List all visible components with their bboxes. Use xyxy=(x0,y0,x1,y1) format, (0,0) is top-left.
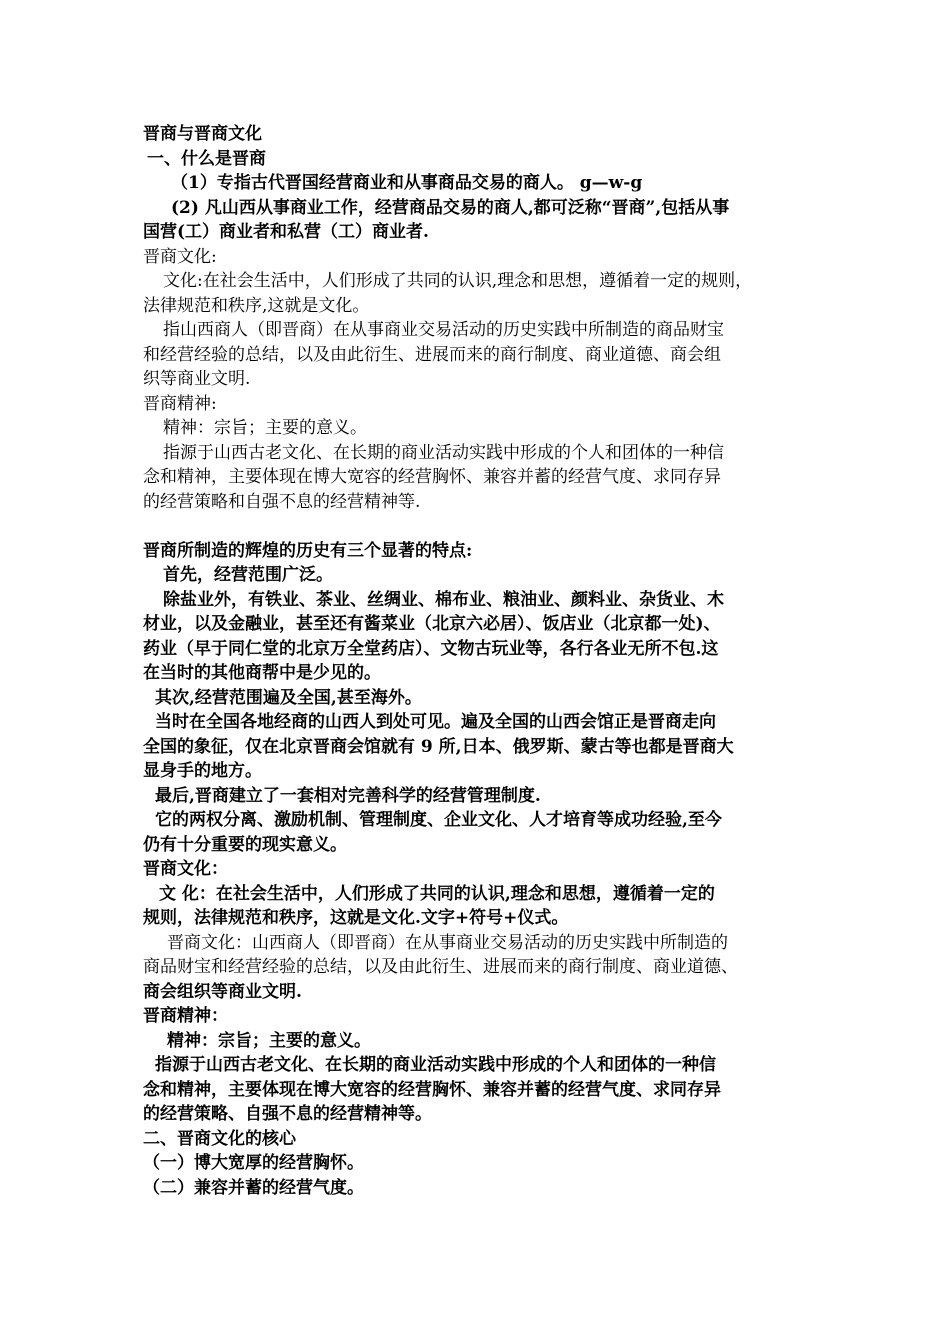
text-line: 它的两权分离、激励机制、管理制度、企业文化、人才培育等成功经验,至今 xyxy=(155,810,722,830)
text-line: 除盐业外，有铁业、茶业、丝绸业、棉布业、粮油业、颜料业、杂货业、木 xyxy=(163,589,724,610)
text-line: 商会组织等商业文明. xyxy=(143,981,302,1002)
text-line: 在当时的其他商帮中是少见的。 xyxy=(143,663,381,683)
text-line: 晋商文化： xyxy=(143,859,228,879)
text-line: 显身手的地方。 xyxy=(143,761,262,781)
text-line: 晋商与晋商文化 xyxy=(143,124,262,144)
text-line: 指源于山西古老文化、在长期的商业活动实践中形成的个人和团体的一种信 xyxy=(163,442,724,463)
text-line: 文化:在社会生活中，人们形成了共同的认识,理念和思想，遵循着一定的规则， xyxy=(163,271,753,291)
text-line: 指山西商人（即晋商）在从事商业交易活动的历史实践中所制造的商品财宝 xyxy=(163,320,724,340)
text-line: （1）专指古代晋国经营商业和从事商品交易的商人。 g—w-g xyxy=(171,173,643,193)
text-line: 商品财宝和经营经验的总结，以及由此衍生、进展而来的商行制度、商业道德、 xyxy=(143,957,738,977)
text-line: 精神：宗旨；主要的意义。 xyxy=(167,1030,371,1051)
text-line: 材业，以及金融业，甚至还有酱菜业（北京六必居）、饭店业（北京都一处)、 xyxy=(143,614,721,634)
text-line: 一、什么是晋商 xyxy=(147,148,266,169)
text-line: 国营(工）商业者和私营（工）商业者. xyxy=(143,222,429,242)
text-line: 念和精神，主要体现在博大宽容的经营胸怀、兼容并蓄的经营气度、求同存异 xyxy=(143,1079,721,1100)
text-line: 当时在全国各地经商的山西人到处可见。遍及全国的山西会馆正是晋商走向 xyxy=(155,712,716,732)
text-line: 最后,晋商建立了一套相对完善科学的经营管理制度. xyxy=(155,785,541,806)
document-body xyxy=(143,122,823,1200)
text-line: 法律规范和秩序,这就是文化。 xyxy=(143,295,370,316)
text-line: 规则，法律规范和秩序，这就是文化.文字+符号+仪式。 xyxy=(143,908,569,928)
text-line: 二、晋商文化的核心 xyxy=(143,1128,296,1149)
text-line: 文 化：在社会生活中，人们形成了共同的认识,理念和思想，遵循着一定的 xyxy=(159,883,715,904)
text-line: 仍有十分重要的现实意义。 xyxy=(143,834,347,855)
text-line: 全国的象征，仅在北京晋商会馆就有 9 所,日本、俄罗斯、蒙古等也都是晋商大 xyxy=(143,736,734,757)
text-line: 晋商精神： xyxy=(143,1006,228,1026)
text-line: 药业（早于同仁堂的北京万全堂药店）、文物古玩业等，各行各业无所不包.这 xyxy=(143,638,719,659)
text-line: 的经营策略和自强不息的经营精神等. xyxy=(143,491,421,512)
text-line: (2) 凡山西从事商业工作，经营商品交易的商人,都可泛称“晋商”,包括从事 xyxy=(171,197,730,218)
text-line: 其次,经营范围遍及全国,甚至海外。 xyxy=(155,687,422,708)
text-line: 指源于山西古老文化、在长期的商业活动实践中形成的个人和团体的一种信 xyxy=(155,1055,716,1075)
text-line: 晋商文化：山西商人（即晋商）在从事商业交易活动的历史实践中所制造的 xyxy=(167,932,728,953)
text-line: 晋商精神: xyxy=(143,393,217,414)
text-line: 的经营策略、自强不息的经营精神等。 xyxy=(143,1104,432,1124)
text-line: 晋商所制造的辉煌的历史有三个显著的特点: xyxy=(143,540,473,561)
blank-line xyxy=(143,514,823,539)
text-line: 晋商文化: xyxy=(143,246,217,267)
text-line: （二）兼容并蓄的经营气度。 xyxy=(143,1177,364,1198)
text-line: 和经营经验的总结，以及由此衍生、进展而来的商行制度、商业道德、商会组 xyxy=(143,344,721,365)
text-line: 精神：宗旨；主要的意义。 xyxy=(163,418,367,438)
text-line: 首先，经营范围广泛。 xyxy=(163,565,333,585)
text-line: 念和精神，主要体现在博大宽容的经营胸怀、兼容并蓄的经营气度、求同存异 xyxy=(143,467,721,487)
text-line: 织等商业文明. xyxy=(143,369,251,389)
text-line: （一）博大宽厚的经营胸怀。 xyxy=(143,1153,364,1173)
